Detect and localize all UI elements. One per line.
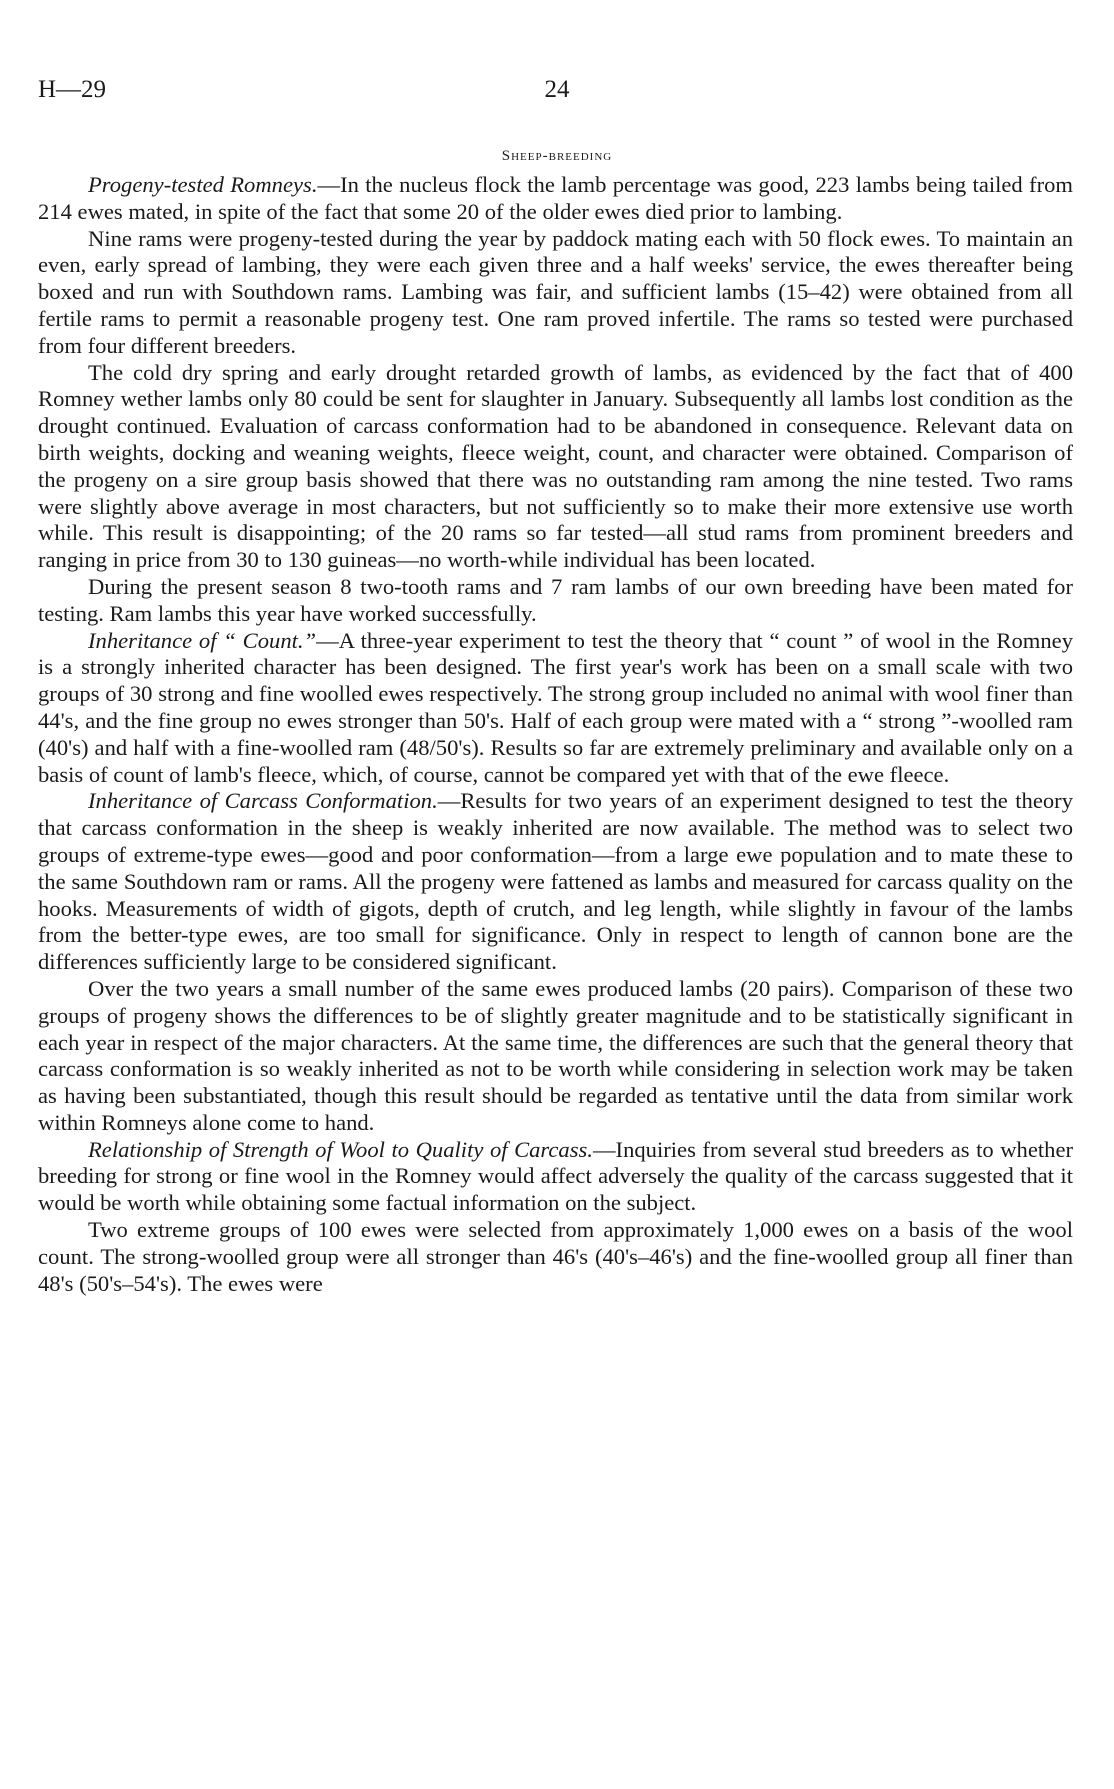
paragraph [38, 1137, 1073, 1217]
paragraph-text: —A three-year experiment to test the theory that “ count ” of wool in the Romney is a strongly inherited character has been designed. The first year's work has been on a small scale with two groups of 30 strong and fine woolled ewes respectively. The strong group included no animal with wool finer than 44's, and the fine group no ewes stronger than 50's. Half of each group were mated with a “ strong ”-woolled ram (40's) and half with a fine-woolled ram (48/50's). Results so far are extremely preliminary and available only on a basis of count of lamb's fleece, which, of course, cannot be compared yet with that of the ewe fleece. [38, 627, 1073, 787]
paragraph-text: —In the nucleus flock the lamb percentage was good, 223 lambs being tailed from 214 ewes mated, in spite of the fact that some 20 of the older ewes died prior to lambing. [38, 172, 1073, 224]
paragraph-text: —Inquiries from several stud breeders as to whether breeding for strong or fine wool in the Romney would affect adversely the quality of the carcass suggested that it would be worth while obtaining some factual information on the subject. [38, 1136, 1073, 1216]
paragraph [38, 172, 1073, 226]
paragraph-text: —Results for two years of an experiment designed to test the theory that carcass conformation in the sheep is weakly inherited are now available. The method was to select two groups of extreme-type ewes—good and poor conformation—from a large ewe population and to mate these to the same Southdown ram or rams. All the progeny were fattened as lambs and measured for carcass quality on the hooks. Measurements of width of gigots, depth of crutch, and leg length, while slightly in favour of the lambs from the better-type ewes, are too small for significance. Only in respect to length of cannon bone are the differences sufficiently large to be considered significant. [38, 788, 1073, 975]
paragraph-heading: Inheritance of Carcass Conformation. [88, 788, 438, 814]
paragraph [38, 976, 1073, 1137]
paragraph [38, 628, 1073, 789]
paragraph-text: Nine rams were progeny-tested during the year by paddock mating each with 50 flock ewes. To maintain an even, early spread of lambing, they were each given three and a half weeks' service, the ewes thereafter being boxed and run with Southdown rams. Lambing was fair, and sufficient lambs (15–42) were obtained from all fertile rams to permit a reasonable progeny test. One ram proved infertile. The rams so tested were purchased from four different breeders. [38, 225, 1073, 358]
paragraph-text: Two extreme groups of 100 ewes were selected from approximately 1,000 ewes on a basis of the wool count. The strong-woolled group were all stronger than 46's (40's–46's) and the fine-woolled group all finer than 48's (50's–54's). The ewes were [38, 1217, 1073, 1296]
paragraph-text: Over the two years a small number of the same ewes produced lambs (20 pairs). Comparison of these two groups of progeny shows the differences to be of slightly greater magnitude and to be statistically significant in each year in respect of the major characters. At the same time, the differences are such that the general theory that carcass conformation is so weakly inherited as not to be worth while considering in selection work may be taken as having been substantiated, though this result should be regarded as tentative until the data from similar work within Romneys alone come to hand. [38, 975, 1073, 1135]
paragraph [38, 1217, 1073, 1297]
document-code: H—29 [38, 76, 107, 103]
paragraph-text: The cold dry spring and early drought retarded growth of lambs, as evidenced by the fact that of 400 Romney wether lambs only 80 could be sent for slaughter in January. Subsequently all lambs lost condition as the drought continued. Evaluation of carcass conformation had to be abandoned in consequence. Relevant data on birth weights, docking and weaning weights, fleece weight, count, and character were obtained. Comparison of the progeny on a sire group basis showed that there was no outstanding ram among the nine tested. Two rams were slightly above average in most characters, but not sufficiently so to make their more extensive use worth while. This result is disappointing; of the 20 rams so far tested—all stud rams from prominent breeders and ranging in price from 30 to 130 guineas—no worth-while individual has been located. [38, 359, 1073, 573]
body-text [38, 172, 1073, 1297]
section-title: Sheep-breeding [501, 148, 613, 164]
page-header [38, 76, 1076, 112]
paragraph-text: During the present season 8 two-tooth rams and 7 ram lambs of our own breeding have been mated for testing. Ram lambs this year have worked successfully. [38, 573, 1073, 626]
paragraph [38, 574, 1073, 628]
paragraph [38, 360, 1073, 574]
paragraph-heading: Relationship of Strength of Wool to Quality of Carcass. [88, 1136, 593, 1162]
paragraph-heading: Progeny-tested Romneys. [88, 172, 318, 197]
paragraph-heading: Inheritance of “ Count.” [88, 627, 317, 653]
paragraph [38, 788, 1073, 976]
paragraph [38, 226, 1073, 360]
page-number: 24 [544, 76, 570, 103]
